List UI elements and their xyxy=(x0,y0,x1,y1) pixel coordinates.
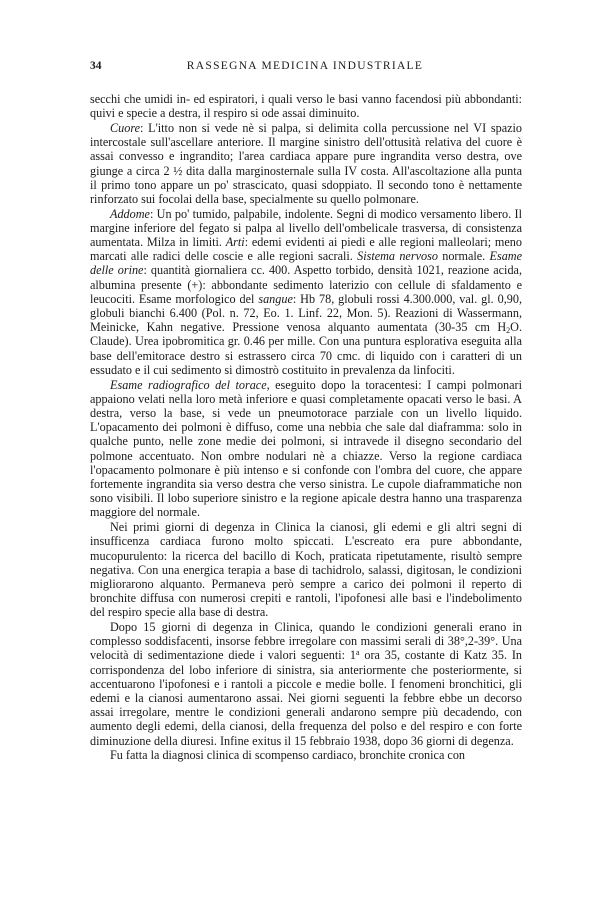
text-run: ora 35, costante di Katz 35. In corrispondenza del lobo inferiore di sinistra, sia anteriormente che posteriormente, si accentuarono l'ipofonesi e i rantoli a piccole e medie bolle. I fenomeni bronchitici, gli edemi e la cianosi aumentarono assai. Nei giorni seguenti la febbre ebbe un decorso assai irregolare, mentre le condizioni generali andarono sempre più decadendo, con aumento degli edemi, della cianosi, della frequenza del polso e del respiro e con forte diminuzione della diuresi. Infine exitus il 15 febbraio 1938, dopo 36 giorni di degenza. xyxy=(90,648,522,748)
text-run: : L'itto non si vede nè si palpa, si delimita colla percussione nel VI spazio intercostale sull'ascellare anteriore. Il margine sinistro dell'ottusità relativa del cuore è assai convesso e ingrandito; l'area cardiaca appare pure ingrandita verso destra, ove giunge a circa 2 ½ dita dalla marginosternale sulla IV costa. All'ascoltazione alla punta il primo tono appare un po' strascicato, quasi sdoppiato. Il secondo tono è nettamente rinforzato sui focolai della base, specialmente su quello polmonare. xyxy=(90,120,522,206)
text-run: normale. xyxy=(437,249,490,264)
paragraph xyxy=(90,207,522,377)
page-header xyxy=(90,60,520,76)
page-number: 34 xyxy=(90,60,102,72)
text-run: secchi che umidi in- ed espiratori, i quali verso le basi vanno facendosi più abbondanti: quivi e specie a destra, il respiro si ode assai diminuito. xyxy=(90,92,522,121)
italic-term: Esame radiografico del torace xyxy=(110,377,267,392)
italic-term: Esame delle orine xyxy=(90,249,523,278)
paragraph xyxy=(90,92,522,120)
paragraph xyxy=(90,520,522,619)
text-run: : Hb 78, globuli rossi 4.300.000, val. gl. 0,90, globuli bianchi 6.400 (Pol. n. 72, Eo. 1. Linf. 22, Mon. 5). Reazioni di Wassermann, Meinicke, Kahn negative. Pressione venosa alquanto aumentata (30-35 cm H xyxy=(90,291,522,335)
text-run: Nei primi giorni di degenza in Clinica la cianosi, gli edemi e gli altri segni di insufficenza cardiaca furono molto spiccati. L'escreato era pure abbondante, mucopurulento: la ricerca del bacillo di Koch, praticata ripetutamente, risultò sempre negativa. Con una energica terapia a base di tachidrolo, salassi, digitosan, le condizioni migliorarono alquanto. Permaneva però sempre a carico dei polmoni il reperto di bronchite diffusa con numerosi crepiti e rantoli, l'ipofonesi alle basi e l'indebolimento del respiro specie alla base di destra. xyxy=(90,520,522,620)
text-run: : edemi evidenti ai piedi e alle regioni malleolari; meno marcati alle radici delle coscie e alle regioni sacrali. xyxy=(90,235,522,264)
text-run: : quantità giornaliera cc. 400. Aspetto torbido, densità 1021, reazione acida, albumina presente (+): abbondante sedimento laterizio con cellule di sfaldamento e leucociti. Esame morfologico del xyxy=(90,263,522,306)
superscript: a xyxy=(356,648,360,658)
text-run: , eseguito dopo la toracentesi: I campi polmonari appaiono velati nella loro metà inferiore e quasi completamente opacati verso le basi. A destra, verso la base, si vede un pneumotorace parziale con un livello liquido. L'opacamento dei polmoni è diffuso, come una nebbia che sale dal diaframma: solo in qualche punto, nelle zone medie dei polmoni, si intravede il disegno secondario del polmone accentuato. Non ombre nodulari nè a chiazze. Verso la regione cardiaca l'opacamento polmonare è più intenso e si confonde con l'ombra del cuore, che appare fortemente ingrandita sia verso destra che verso sinistra. Le cupole diaframmatiche non sono visibili. Il lobo superiore sinistro e la regione apicale destra hanno una trasparenza maggiore del normale. xyxy=(90,377,522,520)
italic-term: Addome xyxy=(110,206,150,221)
italic-term: Arti xyxy=(225,235,245,250)
paragraph xyxy=(90,620,522,748)
text-run: Dopo 15 giorni di degenza in Clinica, quando le condizioni generali erano in complesso soddisfacenti, insorse febbre irregolare con massimi serali di 38°,2-39°. Una velocità di sedimentazione diede i valori seguenti: 1 xyxy=(90,620,522,663)
paragraph xyxy=(90,121,522,206)
text-run: : Un po' tumido, palpabile, indolente. Segni di modico versamento libero. Il margine inferiore del fegato si palpa al livello dell'ombelicale trasversa, di consistenza aumentata. Milza in limiti. xyxy=(90,206,522,250)
italic-term: Sistema nervoso xyxy=(357,249,438,264)
subscript: 2 xyxy=(506,326,511,336)
italic-term: Cuore xyxy=(110,120,141,135)
running-title: RASSEGNA MEDICINA INDUSTRIALE xyxy=(186,60,424,72)
paragraph xyxy=(90,378,522,520)
body-text xyxy=(90,92,522,763)
italic-term: sangue xyxy=(258,291,293,306)
text-run: Fu fatta la diagnosi clinica di scompenso cardiaco, bronchite cronica con xyxy=(110,748,466,763)
paragraph xyxy=(90,748,522,762)
text-run: O. Claude). Urea ipobromitica gr. 0.46 per mille. Con una puntura esplorativa eseguita alla base dell'emitorace destro si estrassero circa 70 cmc. di liquido con i caratteri di un essudato e il cui sedimento si dimostrò costituito in prevalenza da linfociti. xyxy=(90,320,522,377)
